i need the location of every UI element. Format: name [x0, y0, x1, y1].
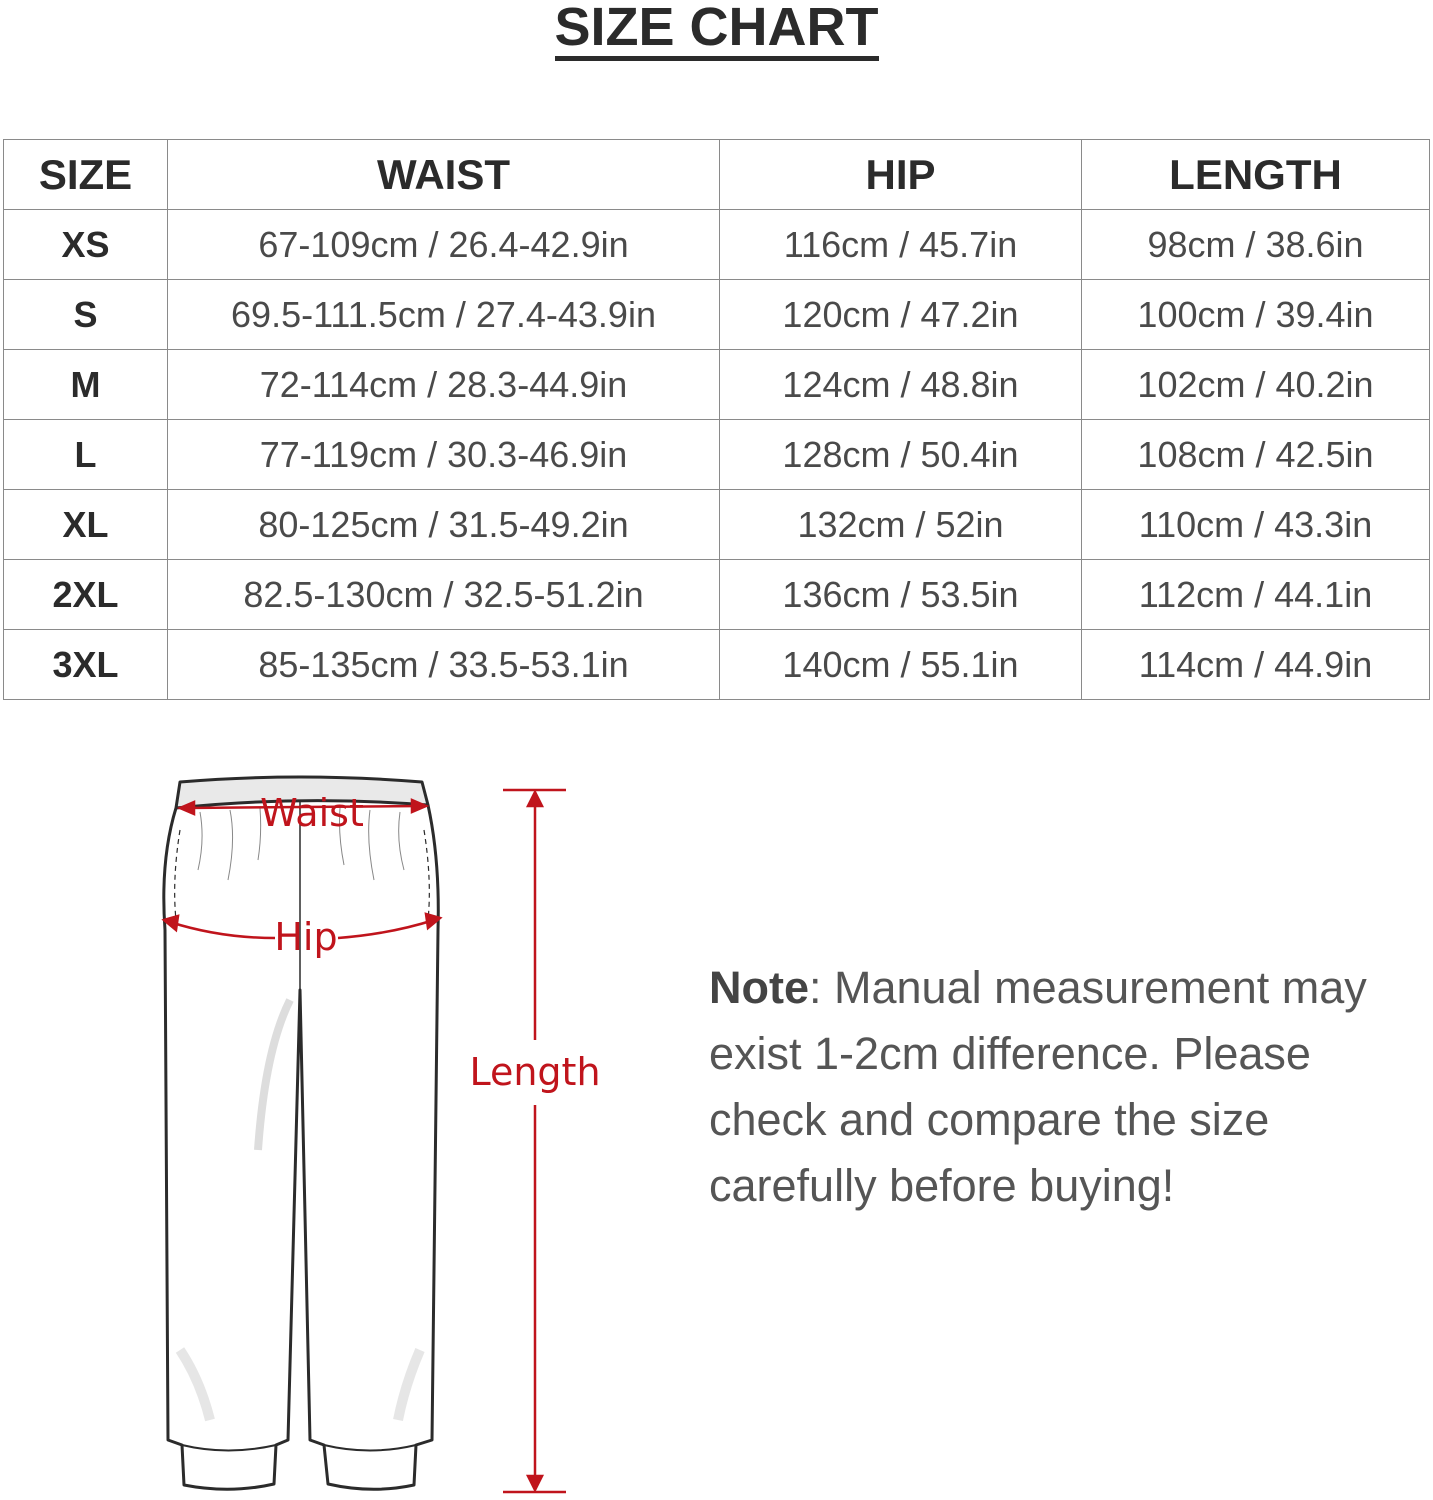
length-cell: 102cm / 40.2in	[1082, 350, 1430, 420]
table-row	[4, 420, 1430, 490]
waist-cell: 69.5-111.5cm / 27.4-43.9in	[168, 280, 720, 350]
hip-cell: 136cm / 53.5in	[720, 560, 1082, 630]
length-cell: 112cm / 44.1in	[1082, 560, 1430, 630]
header-size: SIZE	[4, 140, 168, 210]
size-cell: M	[4, 350, 168, 420]
waist-cell: 80-125cm / 31.5-49.2in	[168, 490, 720, 560]
pants-illustration	[164, 777, 438, 1489]
waist-cell: 67-109cm / 26.4-42.9in	[168, 210, 720, 280]
size-cell: XL	[4, 490, 168, 560]
title-text: SIZE CHART	[555, 0, 879, 61]
length-cell: 108cm / 42.5in	[1082, 420, 1430, 490]
hip-cell: 128cm / 50.4in	[720, 420, 1082, 490]
size-cell: 2XL	[4, 560, 168, 630]
table-row	[4, 630, 1430, 700]
table-row	[4, 490, 1430, 560]
length-measure-line	[503, 790, 566, 1492]
note-paragraph	[709, 955, 1419, 1219]
hip-cell: 140cm / 55.1in	[720, 630, 1082, 700]
header-length: LENGTH	[1082, 140, 1430, 210]
table-row	[4, 560, 1430, 630]
length-cell: 100cm / 39.4in	[1082, 280, 1430, 350]
header-hip: HIP	[720, 140, 1082, 210]
table-row	[4, 210, 1430, 280]
hip-label: Hip	[274, 915, 338, 959]
length-cell: 110cm / 43.3in	[1082, 490, 1430, 560]
hip-cell: 116cm / 45.7in	[720, 210, 1082, 280]
waist-cell: 85-135cm / 33.5-53.1in	[168, 630, 720, 700]
size-cell: 3XL	[4, 630, 168, 700]
length-cell: 114cm / 44.9in	[1082, 630, 1430, 700]
hip-cell: 132cm / 52in	[720, 490, 1082, 560]
size-cell: L	[4, 420, 168, 490]
table-row	[4, 350, 1430, 420]
waist-cell: 77-119cm / 30.3-46.9in	[168, 420, 720, 490]
note-label: Note	[709, 962, 809, 1013]
waist-cell: 72-114cm / 28.3-44.9in	[168, 350, 720, 420]
size-cell: XS	[4, 210, 168, 280]
hip-cell: 124cm / 48.8in	[720, 350, 1082, 420]
length-label: Length	[469, 1050, 601, 1094]
table-header-row	[4, 140, 1430, 210]
note-text: : Manual measurement may exist 1-2cm difference. Please check and compare the size carefully before buying!	[709, 962, 1367, 1211]
length-cell: 98cm / 38.6in	[1082, 210, 1430, 280]
hip-cell: 120cm / 47.2in	[720, 280, 1082, 350]
header-waist: WAIST	[168, 140, 720, 210]
waist-label: Waist	[260, 791, 364, 835]
waist-cell: 82.5-130cm / 32.5-51.2in	[168, 560, 720, 630]
table-row	[4, 280, 1430, 350]
pants-measurement-diagram	[0, 740, 700, 1500]
size-table	[3, 139, 1430, 700]
size-cell: S	[4, 280, 168, 350]
page-title	[0, 0, 1433, 61]
